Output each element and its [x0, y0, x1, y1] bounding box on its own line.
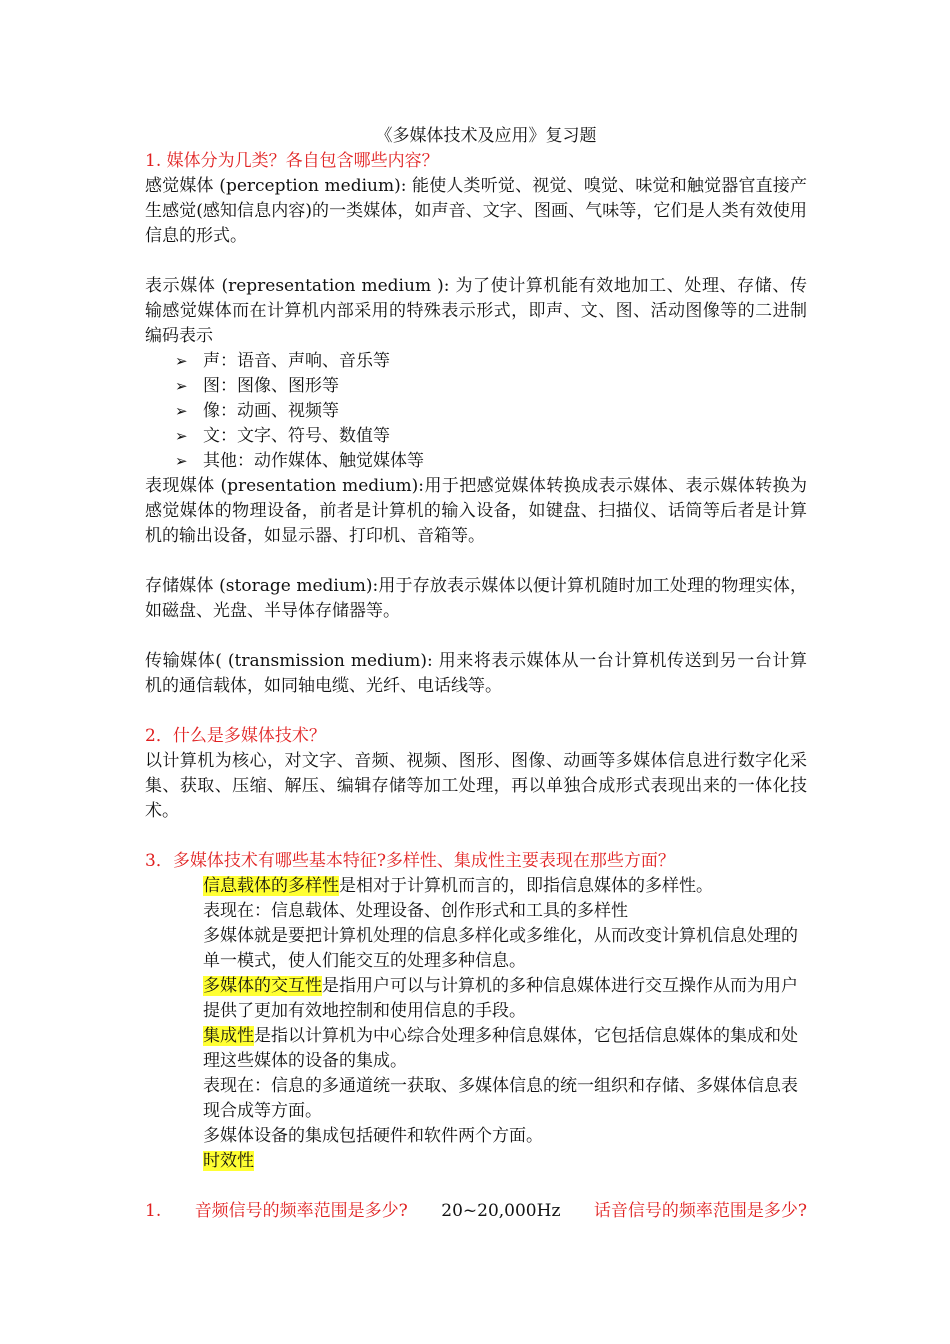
question-4-number: 1. — [145, 1201, 162, 1221]
transmission-medium-paragraph: 传输媒体( (transmission medium): 用来将表示媒体从一台计算机传送到另一台计算机的通信载体，如同轴电缆、光纤、电话线等。 — [145, 651, 807, 696]
question-4-line — [145, 1199, 807, 1224]
list-item: ➢ 声：语音、声响、音乐等 — [145, 349, 807, 374]
question-3-heading: 3．多媒体技术有哪些基本特征?多样性、集成性主要表现在那些方面？ — [145, 851, 675, 871]
question-2-heading: 2．什么是多媒体技术？ — [145, 726, 326, 746]
arrow-bullet-icon: ➢ — [175, 352, 188, 370]
list-item: 多媒体设备的集成包括硬件和软件两个方面。 — [203, 1126, 543, 1146]
document-title: 《多媒体技术及应用》复习题 — [375, 126, 597, 146]
arrow-bullet-icon: ➢ — [175, 452, 188, 470]
arrow-bullet-icon: ➢ — [175, 427, 188, 445]
list-item: 时效性 — [203, 1151, 254, 1171]
list-item: 信息载体的多样性是相对于计算机而言的，即指信息媒体的多样性。 — [203, 876, 713, 896]
list-item: 表现在：信息载体、处理设备、创作形式和工具的多样性 — [203, 901, 628, 921]
list-item: ➢ 像：动画、视频等 — [145, 399, 807, 424]
representation-medium-paragraph: 表示媒体 (representation medium ): 为了使计算机能有效地加工、处理、存储、传输感觉媒体而在计算机内部采用的特殊表示形式，即声、文、图、活动图像等的二进制编码表示 — [145, 276, 807, 346]
question-1-heading: 1. 媒体分为几类？各自包含哪些内容？ — [145, 151, 439, 171]
perception-medium-paragraph: 感觉媒体 (perception medium): 能使人类听觉、视觉、嗅觉、味觉和触觉器官直接产生感觉(感知信息内容)的一类媒体，如声音、文字、图画、气味等，它们是人类有效使用信息的形式。 — [145, 176, 807, 246]
list-item: ➢ 文：文字、符号、数值等 — [145, 424, 807, 449]
presentation-medium-paragraph: 表现媒体 (presentation medium):用于把感觉媒体转换成表示媒体、表示媒体转换为感觉媒体的物理设备，前者是计算机的输入设备，如键盘、扫描仪、话筒等后者是计算机的输出设备，如显示器、打印机、音箱等。 — [145, 476, 807, 546]
question-4-part-2: 话音信号的频率范围是多少? — [593, 1201, 807, 1221]
arrow-bullet-icon: ➢ — [175, 377, 188, 395]
representation-list — [145, 349, 807, 474]
list-item: ➢ 图：图像、图形等 — [145, 374, 807, 399]
list-item: ➢ 其他：动作媒体、触觉媒体等 — [145, 449, 807, 474]
list-item: 表现在：信息的多通道统一获取、多媒体信息的统一组织和存储、多媒体信息表现合成等方面。 — [203, 1076, 798, 1121]
question-2-answer: 以计算机为核心，对文字、音频、视频、图形、图像、动画等多媒体信息进行数字化采集、获取、压缩、解压、编辑存储等加工处理，再以单独合成形式表现出来的一体化技术。 — [145, 751, 807, 821]
feature-list — [145, 874, 807, 1174]
list-item: 多媒体就是要把计算机处理的信息多样化或多维化，从而改变计算机信息处理的单一模式，使人们能交互的处理多种信息。 — [203, 926, 798, 971]
list-item: 多媒体的交互性是指用户可以与计算机的多种信息媒体进行交互操作从而为用户提供了更加有效地控制和使用信息的手段。 — [203, 976, 798, 1021]
document-body — [145, 124, 807, 1224]
question-4-answer-1: 20~20,000Hz — [441, 1201, 561, 1221]
arrow-bullet-icon: ➢ — [175, 402, 188, 420]
storage-medium-paragraph: 存储媒体 (storage medium):用于存放表示媒体以便计算机随时加工处理的物理实体，如磁盘、光盘、半导体存储器等。 — [145, 576, 807, 621]
question-4-part-1: 音频信号的频率范围是多少? — [194, 1201, 408, 1221]
list-item: 集成性是指以计算机为中心综合处理多种信息媒体，它包括信息媒体的集成和处理这些媒体的设备的集成。 — [203, 1026, 798, 1071]
